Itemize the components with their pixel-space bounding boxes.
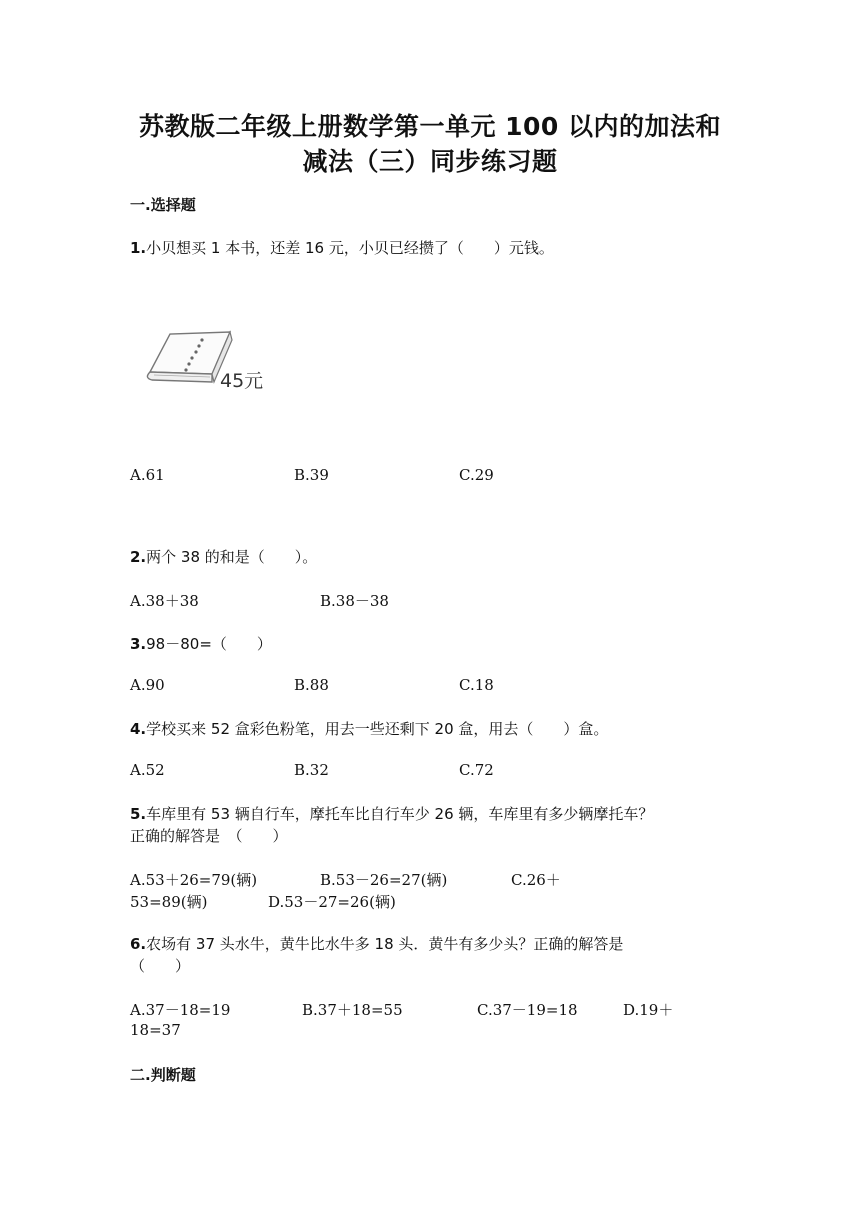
option-a[interactable]: A.53＋26=79(辆) [130, 871, 258, 889]
question-number: 1. [130, 239, 147, 257]
option-c[interactable]: C.29 [459, 466, 494, 484]
option-b[interactable]: B.88 [294, 676, 329, 694]
question-number: 5. [130, 805, 147, 823]
title-line-2: 减法（三）同步练习题 [302, 147, 558, 176]
option-a[interactable]: A.90 [130, 676, 165, 694]
option-b[interactable]: B.37＋18=55 [302, 1001, 403, 1019]
question-stem-line-2: 正确的解答是 （ ） [130, 827, 288, 845]
question-text [130, 803, 653, 824]
option-a[interactable]: A.52 [130, 761, 165, 779]
question-number: 3. [130, 635, 147, 653]
book-image [140, 322, 270, 397]
option-a[interactable]: A.61 [130, 466, 165, 484]
question-text [130, 237, 554, 258]
question-stem: 98－80=（ ） [146, 635, 272, 653]
option-a[interactable]: A.38＋38 [130, 592, 199, 610]
title-line-1: 苏教版二年级上册数学第一单元 100 以内的加法和 [138, 112, 722, 141]
book-price-label: 45元 [220, 370, 264, 392]
option-c[interactable]: C.26＋ [511, 871, 561, 889]
option-d[interactable]: D.53－27=26(辆) [268, 893, 396, 911]
question-text [130, 718, 608, 739]
question-number: 4. [130, 720, 147, 738]
question-stem-line-2: （ ） [130, 957, 191, 975]
option-a[interactable]: A.37－18=19 [130, 1001, 231, 1019]
section-heading-choice: 一.选择题 [130, 196, 196, 214]
question-stem: 农场有 37 头水牛，黄牛比水牛多 18 头．黄牛有多少头？正确的解答是 [146, 935, 624, 953]
option-b[interactable]: B.38－38 [320, 592, 389, 610]
option-c-continued[interactable]: 53=89(辆) [130, 893, 208, 911]
question-stem: 两个 38 的和是（ ）。 [146, 548, 318, 566]
question-number: 6. [130, 935, 147, 953]
option-b[interactable]: B.39 [294, 466, 329, 484]
question-stem: 小贝想买 1 本书，还差 16 元，小贝已经攒了（ ）元钱。 [146, 239, 554, 257]
question-text [130, 633, 272, 654]
question-text [130, 933, 623, 954]
option-b[interactable]: B.53－26=27(辆) [320, 871, 448, 889]
option-c[interactable]: C.18 [459, 676, 494, 694]
question-text [130, 546, 317, 567]
question-number: 2. [130, 548, 147, 566]
question-stem: 车库里有 53 辆自行车，摩托车比自行车少 26 辆，车库里有多少辆摩托车？ [146, 805, 654, 823]
section-heading-judgment: 二.判断题 [130, 1066, 196, 1084]
option-d[interactable]: D.19＋ [623, 1001, 674, 1019]
option-c[interactable]: C.72 [459, 761, 494, 779]
option-c[interactable]: C.37－19=18 [477, 1001, 578, 1019]
option-b[interactable]: B.32 [294, 761, 329, 779]
question-stem: 学校买来 52 盒彩色粉笔，用去一些还剩下 20 盒，用去（ ）盒。 [146, 720, 609, 738]
option-d-continued[interactable]: 18=37 [130, 1021, 181, 1039]
